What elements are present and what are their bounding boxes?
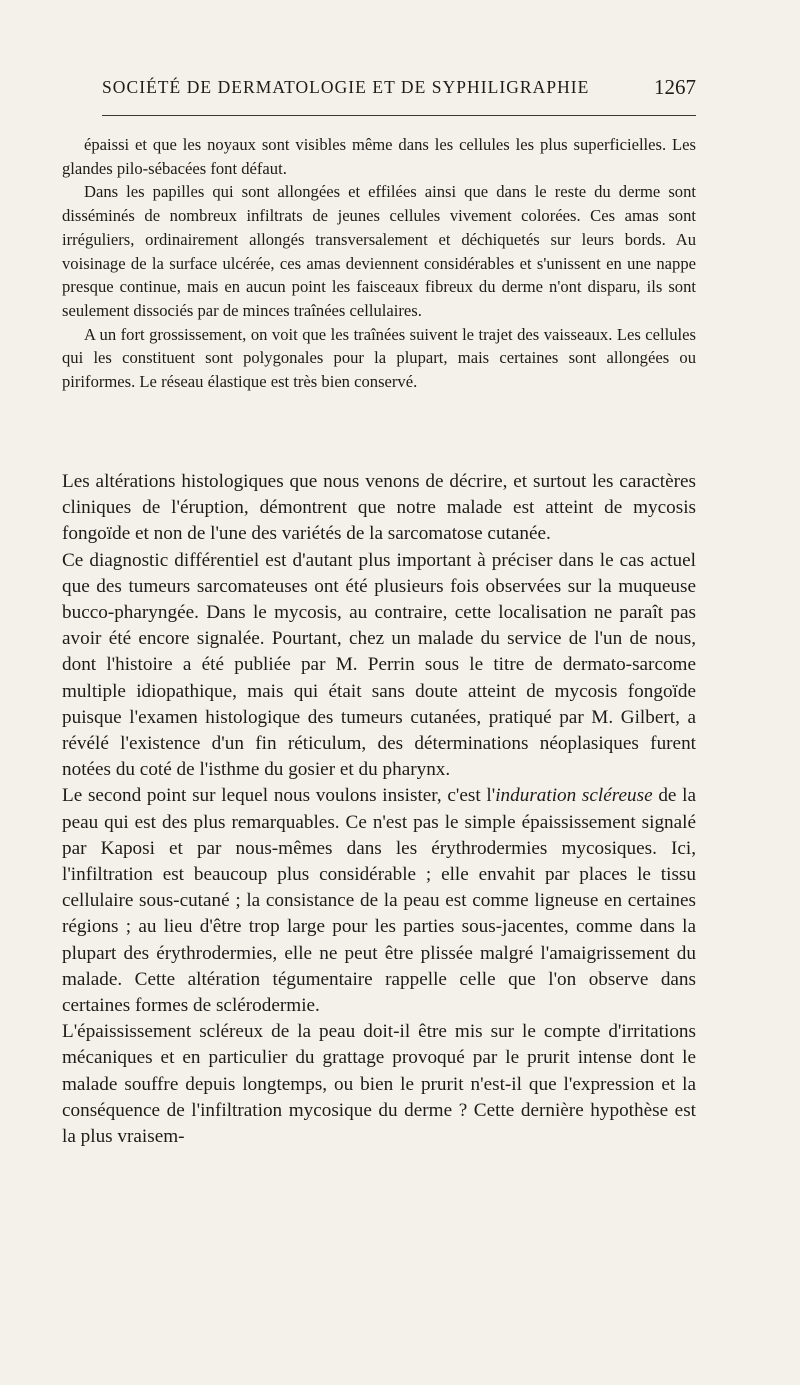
small-paragraph-3: A un fort grossissement, on voit que les traînées suivent le trajet des vaisseaux. Les cellules qui les constituent sont polygonales pour la plupart, mais certaines sont allongées ou piriformes. Le réseau élastique est très bien conservé. xyxy=(62,324,696,392)
main-paragraph-3 xyxy=(62,783,696,1019)
main-paragraph-1: Les altérations histologiques que nous venons de décrire, et surtout les caractères cliniques de l'éruption, démontrent que notre malade est atteint de mycosis fongoïde et non de l'une des variétés de la sarcomatose cutanée. xyxy=(62,471,696,545)
main-paragraph-2: Ce diagnostic différentiel est d'autant plus important à préciser dans le cas actuel que des tumeurs sarcomateuses ont été plusieurs fois observées sur la muqueuse bucco-pharyngée. Dans le mycosis, au contraire, cette localisation ne paraît pas avoir été encore signalée. Pourtant, chez un malade du service de l'un de nous, dont l'histoire a été publiée par M. Perrin sous le titre de dermato-sarcome multiple idiopathique, mais qui était sans doute atteint de mycosis fongoïde puisque l'examen histologique des tumeurs cutanées, pratiqué par M. Gilbert, a révélé l'existence d'un fin réticulum, des déterminations néoplasiques furent notées du coté de l'isthme du gosier et du pharynx. xyxy=(62,549,696,781)
page-number: 1267 xyxy=(654,75,696,99)
main-paragraph-3-end: de la peau qui est des plus remarquables. Ce n'est pas le simple épaississement signalé par Kaposi et par nous-mêmes dans les érythrodermies mycosiques. Ici, l'infiltration est beaucoup plus considérable ; elle envahit par places le tissu cellulaire sous-cutané ; la consistance de la peau est comme ligneuse en certaines régions ; au lieu d'être trop large pour les parties sous-jacentes, comme dans la plupart des érythrodermies, elle ne peut être plissée malgré l'amaigrissement du malade. Cette altération tégumentaire rappelle celle que l'on observe dans certaines formes de sclérodermie. xyxy=(62,785,696,1017)
main-discussion xyxy=(62,469,696,1150)
small-paragraph-2: Dans les papilles qui sont allongées et effilées ainsi que dans le reste du derme sont disséminés de nombreux infiltrats de jeunes cellules vivement colorées. Ces amas sont irréguliers, ordinairement allongés transversalement et déchiquetés sur leurs bords. Au voisinage de la surface ulcérée, ces amas deviennent considérables et s'unissent en une nappe presque continue, mais en aucun point les faisceaux fibreux du derme n'ont disparu, ils sont seulement dissociés par de minces traînées cellulaires. xyxy=(62,182,696,320)
small-paragraph-1: épaissi et que les noyaux sont visibles même dans les cellules les plus superficielles. Les glandes pilo-sébacées font défaut. xyxy=(62,135,696,178)
histology-description xyxy=(62,133,696,394)
main-paragraph-3-start: Le second point sur lequel nous voulons insister, c'est l' xyxy=(62,785,496,807)
main-paragraph-4: L'épaississement scléreux de la peau doit-il être mis sur le compte d'irritations mécaniques et en particulier du grattage provoqué par le prurit intense dont le malade souffre depuis longtemps, ou bien le prurit n'est-il que l'expression et la conséquence de l'infiltration mycosique du derme ? Cette dernière hypothèse est la plus vraisem- xyxy=(62,1021,696,1148)
running-header xyxy=(102,77,696,107)
running-title: SOCIÉTÉ DE DERMATOLOGIE ET DE SYPHILIGRAPHIE xyxy=(102,77,590,97)
induration-emphasis: induration scléreuse xyxy=(495,785,653,807)
header-rule xyxy=(102,115,696,116)
